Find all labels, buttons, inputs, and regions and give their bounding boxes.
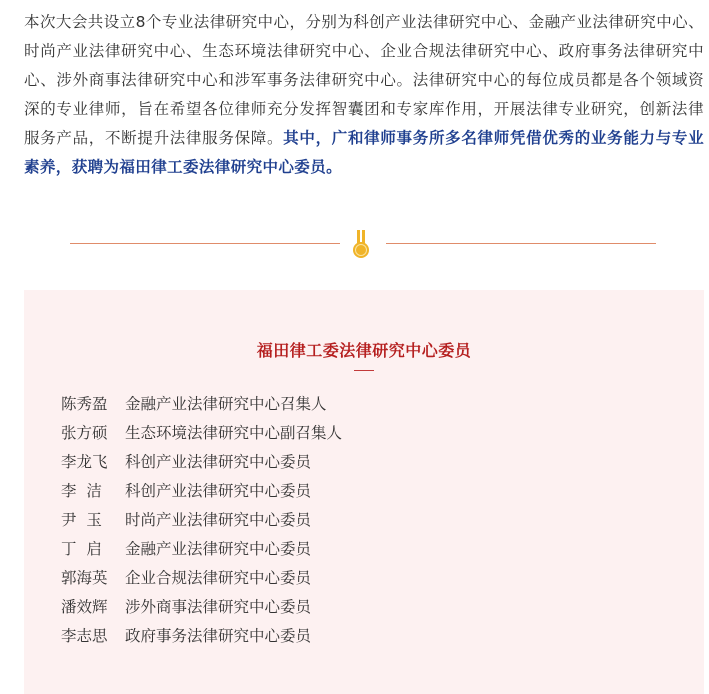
paragraph-bold-text: 其中，广和律师事务所多名律师凭借优秀的业务能力与专业素养，获聘为福田律工委法律研究中心委员。 xyxy=(24,129,705,176)
list-item xyxy=(61,477,342,506)
member-role: 政府事务法律研究中心委员 xyxy=(125,627,312,645)
member-name: 尹 玉 xyxy=(61,511,102,529)
section-divider xyxy=(0,228,709,260)
list-item xyxy=(61,448,342,477)
member-name: 李龙飞 xyxy=(61,453,108,471)
member-name: 潘效辉 xyxy=(61,598,108,616)
list-item xyxy=(61,419,342,448)
member-role: 时尚产业法律研究中心委员 xyxy=(125,511,312,529)
article-paragraph xyxy=(24,8,704,182)
member-name: 丁 启 xyxy=(61,540,102,558)
medal-icon xyxy=(350,230,372,260)
panel-title: 福田律工委法律研究中心委员 xyxy=(256,341,472,360)
member-name: 张方硕 xyxy=(61,424,108,442)
member-role: 企业合规法律研究中心委员 xyxy=(125,569,312,587)
list-item xyxy=(61,593,342,622)
list-item xyxy=(61,622,342,651)
list-item xyxy=(61,506,342,535)
member-name: 李志思 xyxy=(61,627,108,645)
list-item xyxy=(61,390,342,419)
panel-title-underline xyxy=(354,370,374,371)
paragraph-text: 本次大会共设立8个专业法律研究中心，分别为科创产业法律研究中心、金融产业法律研究中心、时尚产业法律研究中心、生态环境法律研究中心、企业合规法律研究中心、政府事务法律研究中心、涉外商事法律研究中心和涉军事务法律研究中心。法律研究中心的每位成员都是各个领域资深的专业律师，旨在希望各位律师充分发挥智囊团和专家库作用，开展法律专业研究，创新法律服务产品，不断提升法律服务保障。 xyxy=(24,13,704,147)
member-role: 金融产业法律研究中心召集人 xyxy=(125,395,327,413)
divider-line-right xyxy=(386,243,656,244)
member-name: 陈秀盈 xyxy=(61,395,108,413)
divider-line-left xyxy=(70,243,340,244)
list-item xyxy=(61,535,342,564)
list-item xyxy=(61,564,342,593)
members-list xyxy=(61,390,342,651)
member-name: 郭海英 xyxy=(61,569,108,587)
member-role: 科创产业法律研究中心委员 xyxy=(125,482,312,500)
member-role: 科创产业法律研究中心委员 xyxy=(125,453,312,471)
member-role: 涉外商事法律研究中心委员 xyxy=(125,598,312,616)
member-role: 金融产业法律研究中心委员 xyxy=(125,540,312,558)
members-panel xyxy=(24,290,704,694)
member-name: 李 洁 xyxy=(61,482,102,500)
member-role: 生态环境法律研究中心副召集人 xyxy=(125,424,343,442)
